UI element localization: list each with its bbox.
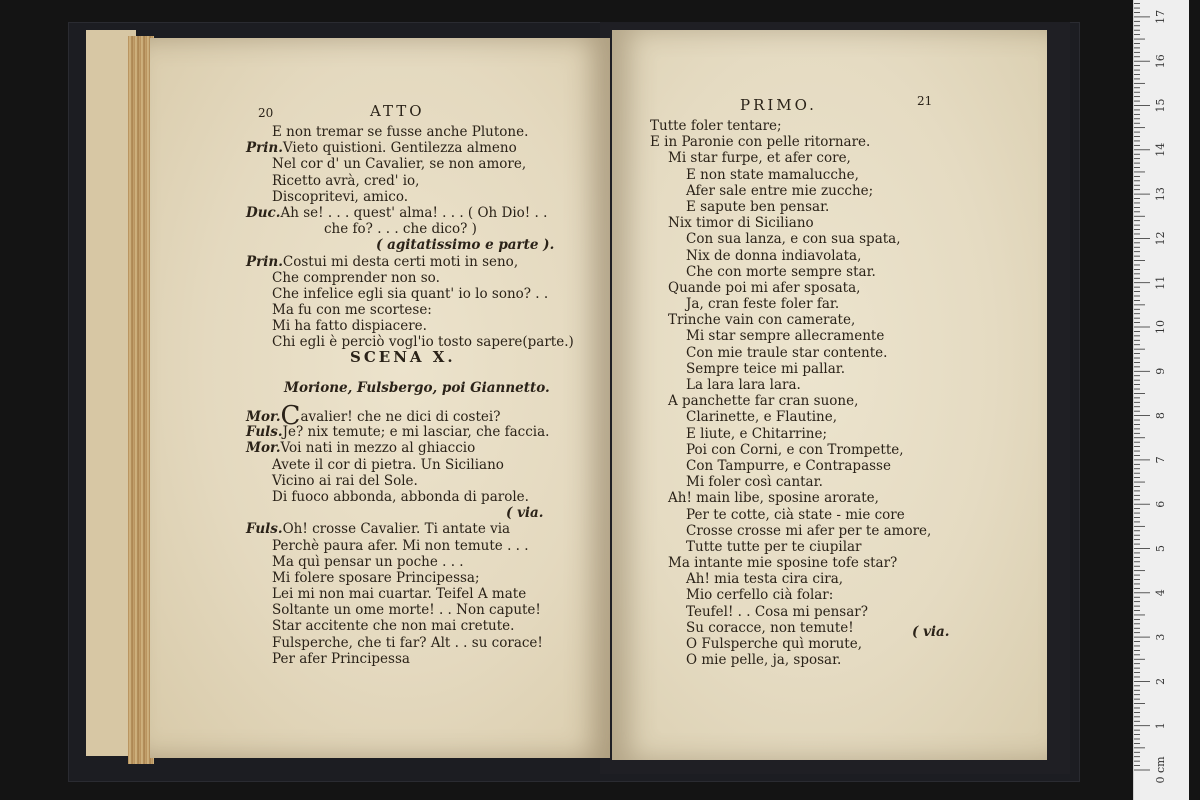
line-text: Mi star furpe, et afer core, [668,150,851,167]
text-line [650,167,931,183]
ruler-label: 2 [1154,677,1167,685]
speaker-label: Prin. [246,253,283,270]
line-text: Poi con Corni, e con Trompette, [686,441,904,458]
line-text: E in Paronie con pelle ritornare. [650,134,871,151]
line-text: Oh! crosse Cavalier. Ti antate via [282,521,511,538]
line-text: Chi egli è perciò vogl'io tosto sapere(parte.) [272,334,574,351]
line-text: Di fuoco abbonda, abbonda di parole. [272,488,529,505]
text-line [650,652,931,668]
line-text: Che infelice egli sia quant' io lo sono? . . [272,285,549,302]
text-line [650,345,931,361]
line-text: Nel cor d' un Cavalier, se non amore, [272,156,527,173]
text-line [246,156,574,172]
stage-direction-via: ( via. [912,624,950,640]
line-text: Tutte tutte per te ciupilar [686,538,862,555]
line-text: Con mie traule star contente. [686,344,888,361]
line-text: O Fulsperche quì morute, [686,636,863,652]
text-line [246,602,549,618]
text-line [650,215,931,231]
ruler-label: 6 [1154,500,1167,508]
text-line [650,490,931,506]
text-line [650,620,931,636]
line-text: Per te cotte, cià state - mie core [686,506,905,523]
line-text: ( agitatissimo e parte ). [376,237,555,254]
text-line [246,237,574,253]
speaker-label: Fuls. [246,424,283,441]
line-text: Ricetto avrà, cred' io, [272,172,420,189]
line-text: Ah se! . . . quest' alma! . . . ( Oh Dio! . . [280,204,548,221]
ruler-label: 1 [1154,722,1167,730]
line-text: Mi star sempre allecramente [686,328,885,345]
line-text: E liute, e Chitarrine; [686,425,828,442]
text-line [650,377,931,393]
text-line [246,254,574,270]
scene-characters: Morione, Fulsbergo, poi Giannetto. [284,380,550,396]
line-text: Discopritevi, amico. [272,188,409,205]
text-line [246,124,574,140]
line-text: La lara lara lara. [686,377,801,393]
line-text: Mio cerfello cià folar: [686,587,834,604]
text-line [650,361,931,377]
line-text: Avete il cor di pietra. Un Siciliano [272,456,504,473]
line-text: E non state mamalucche, [686,166,859,183]
ruler-label: 15 [1154,98,1167,113]
page-number-left: 20 [258,106,274,120]
page-number-right: 21 [917,94,933,108]
text-line [650,312,931,328]
line-text: che fo? . . . che dico? ) [324,221,477,238]
line-text: Je? nix temute; e mi lasciar, che faccia. [282,424,550,441]
ruler-label: 14 [1154,142,1167,157]
line-text: Sempre teice mi pallar. [686,360,846,377]
line-text: Soltante un ome morte! . . Non capute! [272,602,541,619]
text-line [650,231,931,247]
line-text: Ah! main libe, sposine arorate, [668,490,879,507]
line-text: Con sua lanza, e con sua spata, [686,231,901,248]
text-line [246,618,549,634]
text-line [246,401,549,431]
line-text: Nix timor di Siciliano [668,215,814,232]
text-line [650,393,931,409]
text-line [246,457,549,473]
text-line [246,538,549,554]
text-line [650,604,931,620]
line-text: Costui mi desta certi moti in seno, [282,253,519,270]
ruler-label: 10 [1154,320,1167,334]
text-line [246,505,549,521]
line-text: avalier! che ne dici di costei? [300,409,501,425]
text-line [246,473,549,489]
text-line [650,118,931,134]
line-text: Ah! mia testa cira cira, [686,571,844,588]
line-text: Vicino ai rai del Sole. [272,472,418,489]
text-line [246,635,549,651]
ruler-label: 0 cm [1154,756,1167,784]
line-text: Voi nati in mezzo al ghiaccio [280,440,476,457]
text-line [650,134,931,150]
text-line [650,264,931,280]
text-line [650,458,931,474]
text-line [246,521,549,537]
line-text: Mi folere sposare Principessa; [272,569,480,586]
line-text: Vieto quistioni. Gentilezza almeno [282,140,517,157]
text-line [650,507,931,523]
ruler-label: 3 [1154,633,1167,641]
ruler-label: 8 [1154,412,1167,420]
text-line [246,586,549,602]
line-text: Con Tampurre, e Contrapasse [686,457,891,474]
text-line [650,150,931,166]
line-text: Per afer Principessa [272,650,410,667]
text-line [246,318,574,334]
line-text: Che con morte sempre star. [686,263,876,280]
ruler-label: 4 [1154,589,1167,597]
right-page [612,30,1047,760]
text-line [246,489,549,505]
text-line [650,199,931,215]
text-line [246,189,574,205]
line-text: Afer sale entre mie zucche; [686,182,874,199]
text-line [650,409,931,425]
left-text-block-bottom [246,401,550,667]
text-line [650,183,931,199]
line-text: E non tremar se fusse anche Plutone. [272,124,529,140]
text-line [650,280,931,296]
ruler-label: 16 [1154,54,1167,69]
left-page [150,38,610,758]
text-line [246,302,574,318]
ruler-label: 17 [1154,9,1167,24]
text-line [650,555,931,571]
text-line [650,636,931,652]
line-text: Ma fu con me scortese: [272,302,432,319]
text-line [650,523,931,539]
line-text: Clarinette, e Flautine, [686,409,837,426]
text-line [246,440,549,456]
text-line [246,286,574,302]
ruler-label: 7 [1154,456,1167,464]
text-line [650,571,931,587]
line-text: Ma intante mie sposine tofe star? [668,555,898,572]
text-line [246,205,574,221]
text-line [246,570,549,586]
speaker-label: Prin. [246,140,283,157]
line-text: A panchette far cran suone, [668,393,859,410]
line-text: Ma quì pensar un poche . . . [272,553,464,570]
line-text: Lei mi non mai cuartar. Teifel A mate [272,586,527,603]
text-line [650,474,931,490]
text-line [246,424,549,440]
text-line [246,140,574,156]
speaker-label: Duc. [246,204,281,221]
text-line [246,270,574,286]
ruler-label: 11 [1154,275,1167,290]
line-text: Perchè paura afer. Mi non temute . . . [272,537,529,554]
text-line [246,651,549,667]
ruler-label: 12 [1154,231,1167,246]
text-line [650,296,931,312]
ruler-scale [1134,0,1189,800]
line-text: Crosse crosse mi afer per te amore, [686,522,932,539]
speaker-label: Mor. [246,440,281,457]
line-text: Fulsperche, che ti far? Alt . . su corace! [272,634,543,651]
running-header-right: PRIMO. [740,96,817,114]
text-line [246,554,549,570]
line-text: Ja, cran feste foler far. [686,296,840,313]
left-text-block-top [246,124,574,351]
line-text: Nix de donna indiavolata, [686,247,862,264]
line-text: Tutte foler tentare; [650,118,782,134]
line-text: Mi ha fatto dispiacere. [272,318,427,335]
line-text: Su coracce, non temute! [686,619,854,636]
line-text: Quande poi mi afer sposata, [668,279,861,296]
text-line [246,173,574,189]
measuring-ruler [1133,0,1189,800]
ruler-label: 9 [1154,367,1167,375]
line-text: Teufel! . . Cosa mi pensar? [686,603,868,620]
line-text: Trinche vain con camerate, [668,312,856,329]
drop-cap: C [280,401,301,431]
right-text-block [650,118,931,668]
speaker-label: Mor. [246,409,281,425]
text-line [650,426,931,442]
line-text: Mi foler così cantar. [686,474,823,491]
speaker-label: Fuls. [246,521,283,538]
line-text: O mie pelle, ja, sposar. [686,652,842,669]
ruler-label: 5 [1154,545,1167,552]
text-line [650,248,931,264]
line-text: Che comprender non so. [272,269,440,286]
text-line [246,221,574,237]
line-text: ( via. [506,505,544,522]
ruler-label: 13 [1154,187,1167,202]
running-header-left: ATTO [370,102,425,120]
text-line [650,328,931,344]
scene-title: SCENA X. [350,348,456,366]
text-line [650,587,931,603]
text-line [650,539,931,555]
text-line [650,442,931,458]
line-text: Star accitente che non mai cretute. [272,618,515,635]
line-text: E sapute ben pensar. [686,198,830,215]
